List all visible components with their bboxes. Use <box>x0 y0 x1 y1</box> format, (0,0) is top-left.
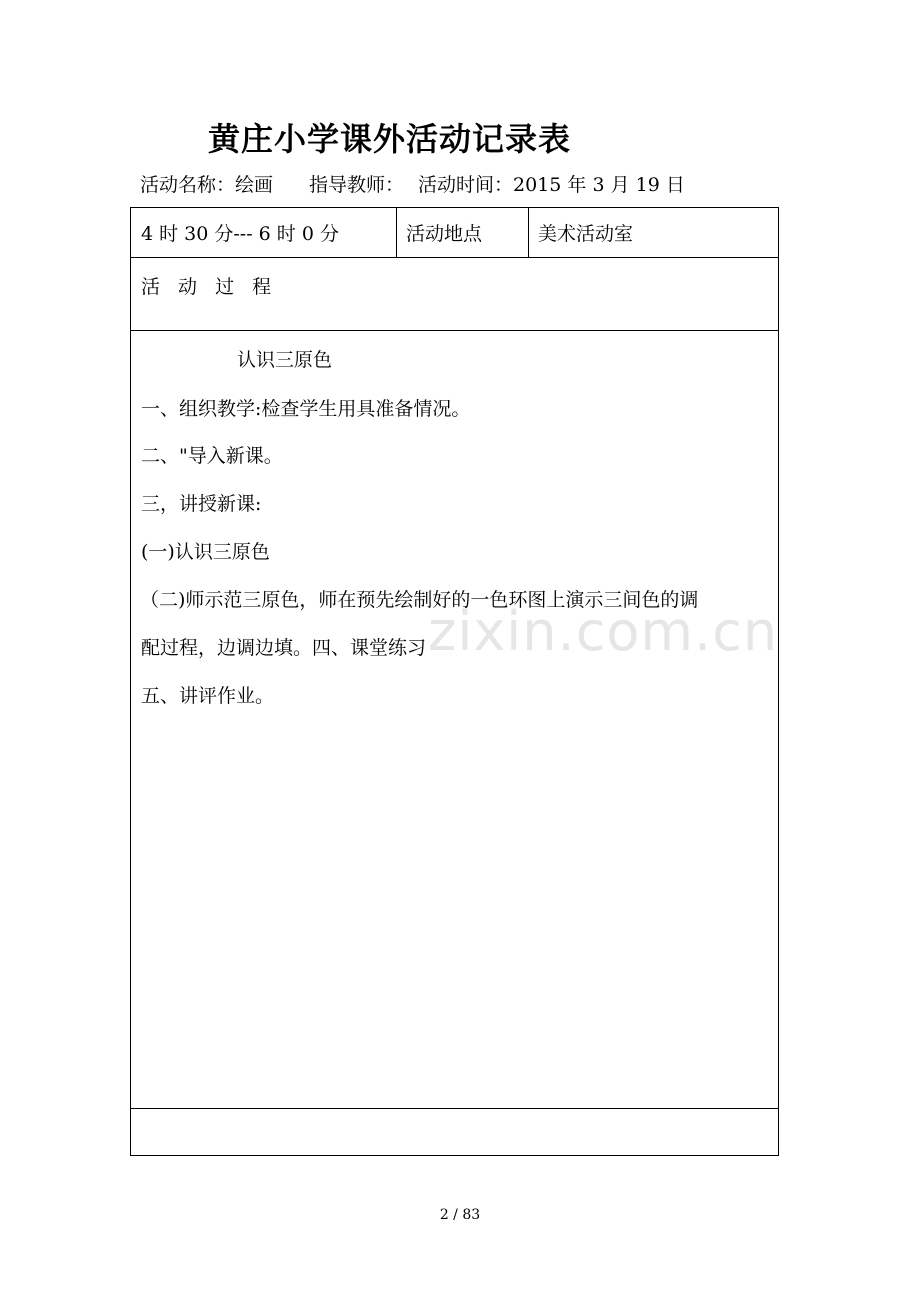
content-line: (一)认识三原色 <box>141 541 270 563</box>
meta-line <box>140 170 685 197</box>
content-line: 配过程，边调边填。四、课堂练习 <box>141 637 427 659</box>
document-title: 黄庄小学课外活动记录表 <box>208 120 572 158</box>
activity-name: 活动名称：绘画 <box>140 174 274 196</box>
page-number: 2 / 83 <box>439 1207 481 1223</box>
process-label-row <box>131 258 778 331</box>
activity-date: 活动时间：2015 年 3 月 19 日 <box>418 174 685 196</box>
content-line: （二)师示范三原色，师在预先绘制好的一色环图上演示三间色的调 <box>140 589 699 611</box>
content-line: 一、组织教学:检查学生用具准备情况。 <box>141 398 471 420</box>
time-row <box>131 208 778 258</box>
watermark-text: zixin.com.cn <box>428 600 779 663</box>
place-cell: 美术活动室 <box>538 223 634 245</box>
content-line: 二、"导入新课。 <box>141 445 283 467</box>
process-label: 活 动 过 程 <box>141 276 278 298</box>
record-table <box>130 207 779 1156</box>
teacher: 指导教师： <box>309 174 405 196</box>
time-cell: 4 时 30 分--- 6 时 0 分 <box>131 208 397 257</box>
place-label-cell: 活动地点 <box>397 208 529 257</box>
empty-row <box>131 1109 778 1155</box>
content-line: 认识三原色 <box>237 349 333 371</box>
process-content-row <box>131 331 778 1109</box>
content-line: 五、讲评作业。 <box>141 685 275 707</box>
content-line: 三，讲授新课: <box>141 493 262 515</box>
